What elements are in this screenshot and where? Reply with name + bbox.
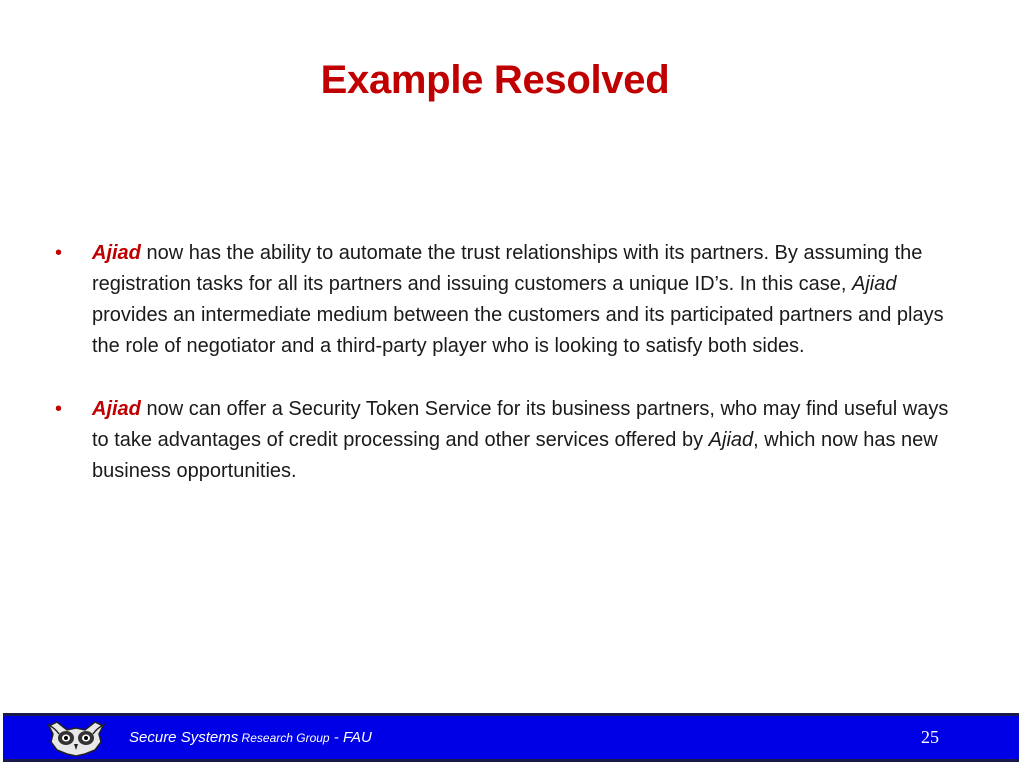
owl-logo-icon xyxy=(45,720,107,758)
bullet-item xyxy=(55,394,960,487)
footer-bar xyxy=(3,713,1019,762)
bullet-text: now has the ability to automate the trust relationships with its partners. By assuming the registration tasks for all its partners and issuing customers a unique ID’s. In this case, xyxy=(92,242,923,295)
footer-org-part: Secure Systems xyxy=(129,729,239,746)
footer-org-text xyxy=(129,729,372,746)
company-name-italic: Ajiad xyxy=(708,429,754,451)
company-name-italic: Ajiad xyxy=(851,273,897,295)
bullet-icon: • xyxy=(55,242,63,264)
bullet-text: provides an intermediate medium between the customers and its participated partners and plays the role of negotiator and a third-party player who is looking to satisfy both sides. xyxy=(92,304,944,357)
page-number: 25 xyxy=(921,727,939,747)
bullet-text: now can offer a Security Token Service for its business partners, who may find useful ways to take advantages of credit processing and other services offered by xyxy=(92,398,949,451)
slide-body xyxy=(55,238,960,519)
bullet-text: , which now has new business opportunities. xyxy=(92,429,938,482)
bullet-item xyxy=(55,238,960,362)
footer-org-part: Research Group xyxy=(238,731,330,745)
bullet-icon: • xyxy=(55,398,63,420)
slide-title: Example Resolved xyxy=(320,58,670,102)
company-name: Ajiad xyxy=(92,242,141,264)
footer-org-part: - FAU xyxy=(329,729,372,746)
company-name: Ajiad xyxy=(92,398,141,420)
